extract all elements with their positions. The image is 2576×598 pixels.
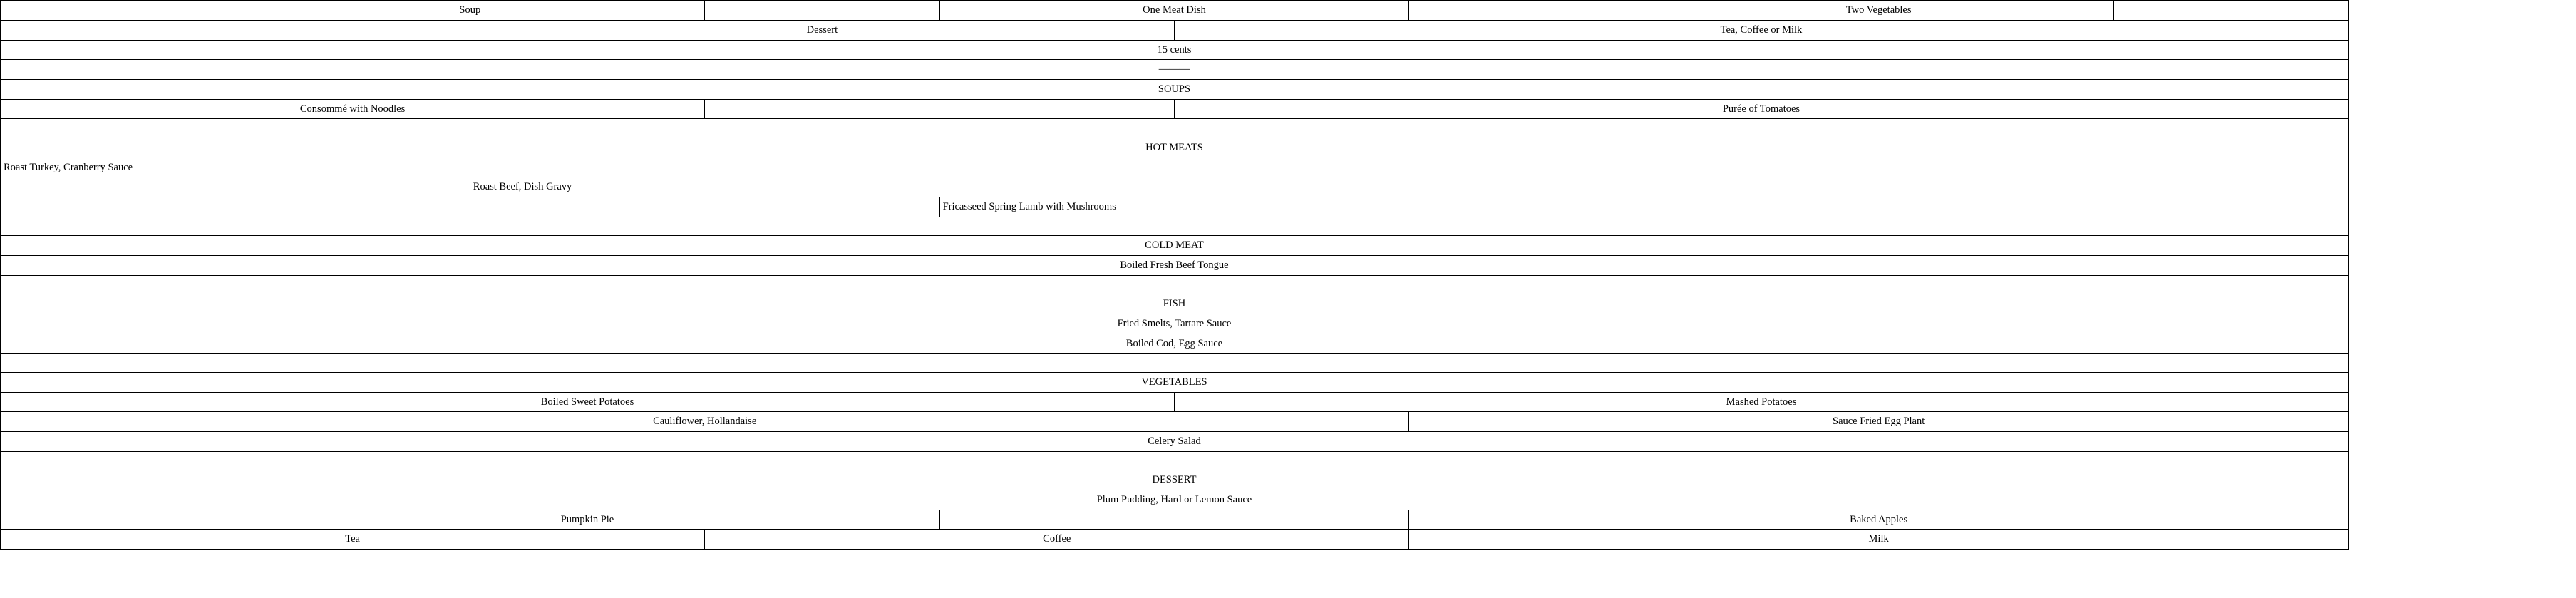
menu-row	[1, 530, 2349, 550]
menu-cell: ———	[1, 60, 2349, 80]
empty-cell	[1409, 1, 1644, 21]
menu-row	[1, 294, 2349, 314]
empty-cell	[1, 510, 235, 530]
menu-cell: Milk	[1409, 530, 2349, 550]
empty-cell	[1, 177, 470, 197]
empty-cell	[1, 197, 940, 217]
menu-cell: Fricasseed Spring Lamb with Mushrooms	[939, 197, 2348, 217]
menu-row	[1, 197, 2349, 217]
menu-cell: Plum Pudding, Hard or Lemon Sauce	[1, 490, 2349, 510]
menu-cell: SOUPS	[1, 80, 2349, 100]
empty-cell	[1, 452, 2349, 470]
empty-cell	[1, 21, 470, 41]
menu-row	[1, 1, 2349, 21]
menu-cell: HOT MEATS	[1, 138, 2349, 158]
menu-cell: Boiled Fresh Beef Tongue	[1, 256, 2349, 276]
menu-cell: Pumpkin Pie	[235, 510, 939, 530]
menu-cell: Fried Smelts, Tartare Sauce	[1, 314, 2349, 334]
empty-cell	[1, 217, 2349, 236]
menu-row	[1, 158, 2349, 177]
menu-row	[1, 432, 2349, 452]
menu-row	[1, 510, 2349, 530]
menu-cell: Soup	[235, 1, 705, 21]
empty-cell	[1, 119, 2349, 138]
menu-row	[1, 236, 2349, 256]
menu-cell: Boiled Cod, Egg Sauce	[1, 334, 2349, 354]
menu-cell: Roast Beef, Dish Gravy	[470, 177, 2348, 197]
empty-cell	[2113, 1, 2348, 21]
menu-row	[1, 354, 2349, 373]
menu-row	[1, 470, 2349, 490]
menu-cell: Cauliflower, Hollandaise	[1, 412, 1409, 432]
menu-row	[1, 393, 2349, 412]
menu-row	[1, 177, 2349, 197]
empty-cell	[1, 354, 2349, 373]
menu-cell: Boiled Sweet Potatoes	[1, 393, 1175, 412]
menu-cell: Purée of Tomatoes	[1174, 100, 2348, 119]
menu-cell: VEGETABLES	[1, 373, 2349, 393]
menu-cell: COLD MEAT	[1, 236, 2349, 256]
menu-cell: Tea	[1, 530, 705, 550]
menu-row	[1, 100, 2349, 119]
menu-cell: Baked Apples	[1409, 510, 2349, 530]
empty-cell	[939, 510, 1409, 530]
menu-cell: Tea, Coffee or Milk	[1174, 21, 2348, 41]
menu-cell: One Meat Dish	[939, 1, 1409, 21]
menu-cell: 15 cents	[1, 41, 2349, 60]
menu-row	[1, 276, 2349, 294]
menu-cell: FISH	[1, 294, 2349, 314]
menu-cell: Two Vegetables	[1644, 1, 2113, 21]
menu-row	[1, 334, 2349, 354]
empty-cell	[705, 100, 1175, 119]
menu-cell: Roast Turkey, Cranberry Sauce	[1, 158, 2349, 177]
menu-cell: Dessert	[470, 21, 1174, 41]
menu-row	[1, 21, 2349, 41]
menu-row	[1, 119, 2349, 138]
menu-row	[1, 373, 2349, 393]
menu-row	[1, 138, 2349, 158]
menu-row	[1, 80, 2349, 100]
menu-cell: Sauce Fried Egg Plant	[1409, 412, 2349, 432]
menu-row	[1, 452, 2349, 470]
menu-row	[1, 217, 2349, 236]
menu-cell: Coffee	[705, 530, 1409, 550]
menu-cell: Celery Salad	[1, 432, 2349, 452]
empty-cell	[1, 276, 2349, 294]
menu-cell: Mashed Potatoes	[1174, 393, 2348, 412]
empty-cell	[1, 1, 235, 21]
menu-row	[1, 256, 2349, 276]
menu-cell: Consommé with Noodles	[1, 100, 705, 119]
menu-row	[1, 60, 2349, 80]
menu-row	[1, 314, 2349, 334]
menu-body	[1, 1, 2349, 550]
menu-row	[1, 41, 2349, 60]
menu-row	[1, 412, 2349, 432]
menu-cell: DESSERT	[1, 470, 2349, 490]
empty-cell	[705, 1, 939, 21]
menu-row	[1, 490, 2349, 510]
